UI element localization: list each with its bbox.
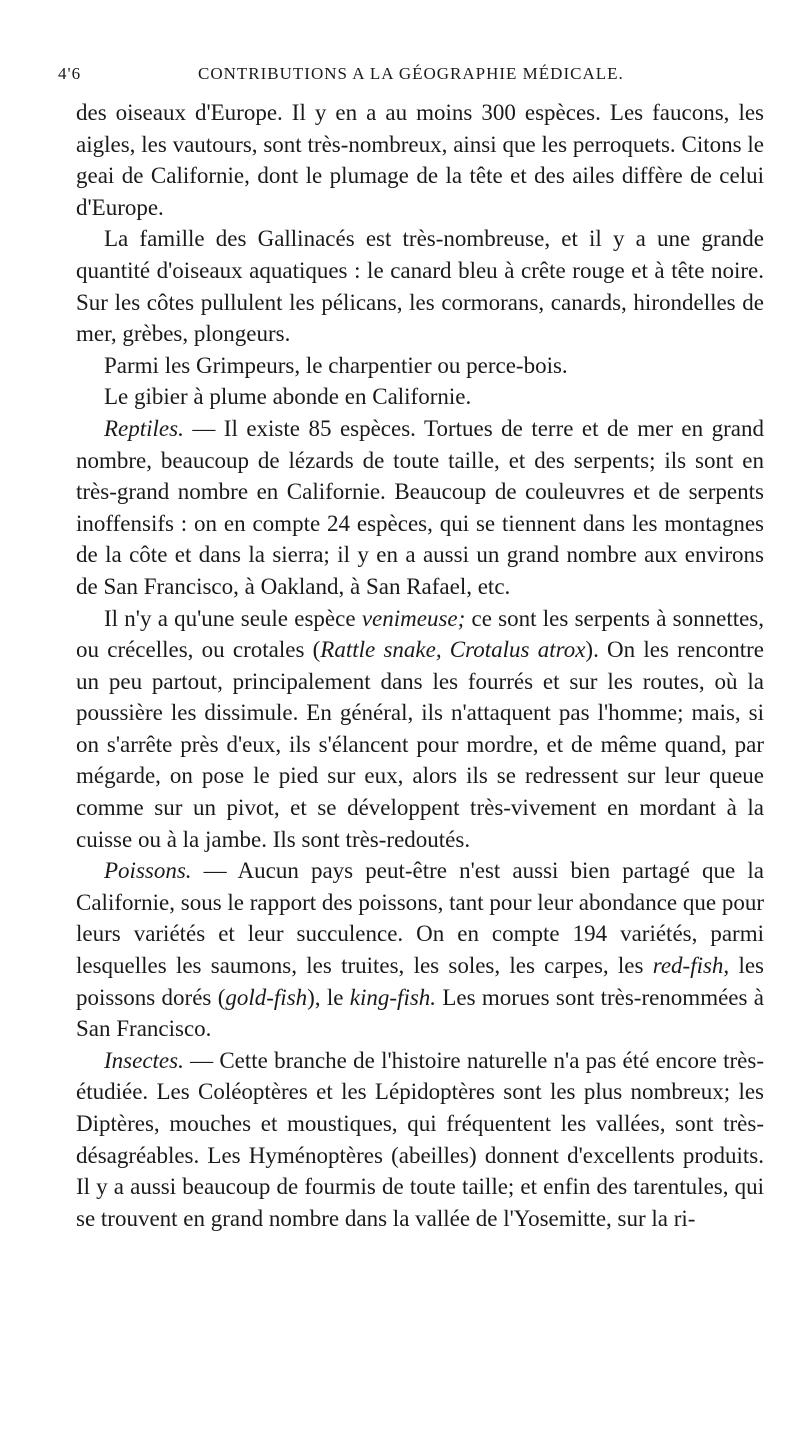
body-text	[76, 97, 764, 1234]
text-segment: Il n'y a qu'une seule espèce	[104, 605, 362, 631]
section-heading-insects: Insectes.	[104, 1047, 184, 1073]
text-segment: — Aucun pays peut-être n'est aussi bien partagé que la Californie, sous le rapport des poissons, tant pour leur abondance que pour leurs variétés et leur succulence. On en compte 194 variétés, parmi lesquelles les saumons, les truites, les soles, les carpes, les	[76, 858, 764, 979]
italic-segment: venimeuse;	[361, 605, 466, 631]
paragraph-insects	[76, 1045, 764, 1235]
paragraph-text: Parmi les Grimpeurs, le charpentier ou perce-bois.	[104, 352, 568, 378]
text-segment: ce sont les serpents à sonnettes, ou crécelles, ou crotales (	[76, 605, 765, 663]
text-segment: ). On les rencontre un peu partout, principalement dans les fourrés et sur les routes, où la poussière les dissimule. En général, ils n'attaquent pas l'homme; mais, si on s'arrête près d'eux, ils s'élancent pour mordre, et de même quand, par mégarde, on pose le pied sur eux, alors ils se redressent sur leur queue comme sur un pivot, et se développent très-vivement en mordant à la cuisse ou à la jambe. Ils sont très-redoutés.	[76, 637, 765, 852]
paragraph-text: La famille des Gallinacés est très-nombreuse, et il y a une grande quantité d'oiseaux aquatiques : le canard bleu à crête rouge et à tête noire. Sur les côtes pullulent les pélicans, les cormorans, canards, hirondelles de mer, grèbes, plongeurs.	[76, 226, 764, 347]
paragraph-text: Le gibier à plume abonde en Californie.	[104, 384, 472, 410]
italic-segment: Rattle snake, Crotalus atrox	[320, 637, 586, 663]
paragraph-game-birds	[76, 381, 764, 413]
section-heading-reptiles: Reptiles.	[104, 415, 184, 441]
running-head-title: CONTRIBUTIONS A LA GÉOGRAPHIE MÉDICALE.	[198, 64, 624, 83]
paragraph-venomous-snakes	[76, 603, 764, 856]
paragraph-climbers	[76, 350, 764, 382]
paragraph-text: — Cette branche de l'histoire naturelle n'a pas été encore très-étudiée. Les Coléoptères et les Lépidoptères sont les plus nombreux; les Diptères, mouches et moustiques, qui fréquentent les vallées, sont très-désagréables. Les Hyménoptères (abeilles) donnent d'excellents produits. Il y a aussi beaucoup de fourmis de toute taille; et enfin des tarentules, qui se trouvent en grand nombre dans la vallée de l'Yosemitte, sur la ri-	[76, 1047, 764, 1231]
italic-segment: king-fish.	[349, 984, 437, 1010]
paragraph-text: des oiseaux d'Europe. Il y en a au moins 300 espèces. Les faucons, les aigles, les vautours, sont très-nombreux, ainsi que les perroquets. Citons le geai de Californie, dont le plumage de la tête et des ailes diffère de celui d'Europe.	[76, 100, 764, 220]
paragraph-fish	[76, 855, 764, 1045]
running-head	[58, 64, 768, 88]
paragraph-reptiles	[76, 413, 764, 603]
text-segment: ), le	[307, 984, 350, 1010]
text-segment: les poissons dorés (	[76, 953, 764, 1010]
page-number: 4'6	[58, 64, 82, 83]
section-heading-fish: Poissons.	[104, 858, 192, 884]
paragraph-birds-continued	[76, 97, 764, 223]
paragraph-gallinaceous	[76, 223, 764, 349]
italic-segment: gold-fish	[225, 984, 308, 1010]
text-segment: Les morues sont très-renommées à San Francisco.	[76, 984, 764, 1042]
italic-segment: red-fish,	[652, 953, 730, 979]
paragraph-text: — Il existe 85 espèces. Tortues de terre et de mer en grand nombre, beaucoup de lézards de toute taille, et des serpents; ils sont en très-grand nombre en Californie. Beaucoup de couleuvres et de serpents inoffensifs : on en compte 24 espèces, qui se tiennent dans les montagnes de la côte et dans la sierra; il y en a aussi un grand nombre aux environs de San Francisco, à Oakland, à San Rafael, etc.	[76, 415, 764, 599]
